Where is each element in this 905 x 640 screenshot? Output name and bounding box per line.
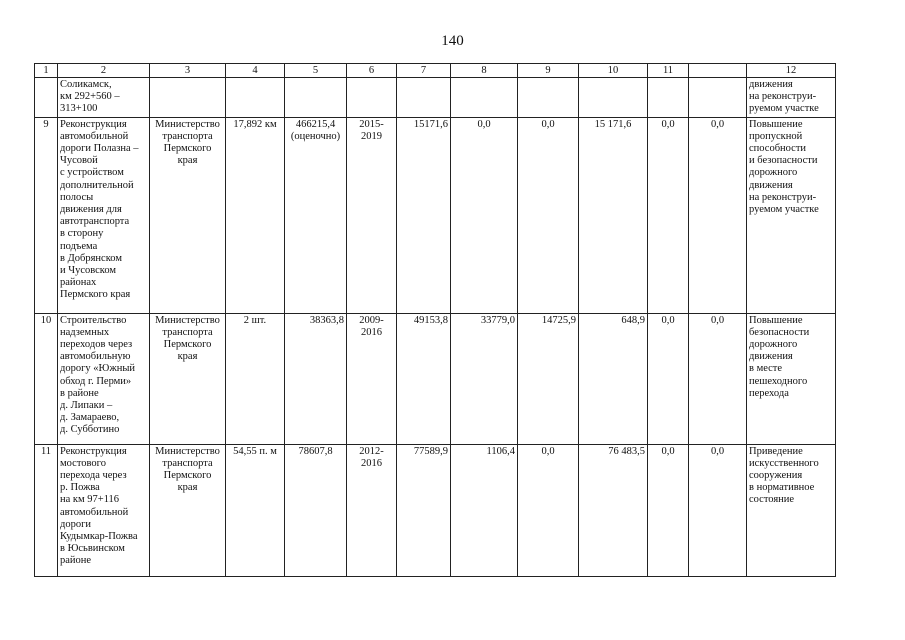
value-col9: 14725,9 (518, 313, 579, 444)
row-number: 11 (35, 444, 58, 576)
column-number: 5 (285, 64, 347, 78)
value-col12: 0,0 (689, 117, 747, 313)
column-number: 11 (648, 64, 689, 78)
value-col7: 77589,9 (397, 444, 451, 576)
project-name: Соликамск, км 292+560 – 313+100 (58, 78, 150, 118)
column-number: 8 (451, 64, 518, 78)
value-col8 (451, 78, 518, 118)
estimated-cost: 38363,8 (285, 313, 347, 444)
column-number: 12 (747, 64, 836, 78)
column-number: 2 (58, 64, 150, 78)
expected-result: Повышение безопасности дорожного движения в месте пешеходного перехода (747, 313, 836, 444)
expected-result: движения на реконструи- руемом участке (747, 78, 836, 118)
row-number: 10 (35, 313, 58, 444)
capacity: 2 шт. (226, 313, 285, 444)
estimated-cost (285, 78, 347, 118)
column-number (689, 64, 747, 78)
value-col12: 0,0 (689, 313, 747, 444)
period: 2015- 2019 (347, 117, 397, 313)
capacity (226, 78, 285, 118)
column-number: 6 (347, 64, 397, 78)
period: 2009- 2016 (347, 313, 397, 444)
period (347, 78, 397, 118)
value-col11: 0,0 (648, 117, 689, 313)
table-row (35, 117, 836, 313)
project-name: Реконструкция мостового перехода через р. Пожва на км 97+116 автомобильной дороги Кудымкар-Пожва в Юсьвинском районе (58, 444, 150, 576)
value-col9: 0,0 (518, 444, 579, 576)
value-col7: 49153,8 (397, 313, 451, 444)
executor: Министерство транспорта Пермского края (150, 444, 226, 576)
value-col11: 0,0 (648, 313, 689, 444)
executor: Министерство транспорта Пермского края (150, 313, 226, 444)
estimated-cost: 466215,4 (оценочно) (285, 117, 347, 313)
page-number: 140 (441, 33, 464, 49)
investment-table (34, 63, 836, 577)
column-number: 3 (150, 64, 226, 78)
executor: Министерство транспорта Пермского края (150, 117, 226, 313)
value-col9 (518, 78, 579, 118)
value-col10: 648,9 (579, 313, 648, 444)
estimated-cost: 78607,8 (285, 444, 347, 576)
period: 2012- 2016 (347, 444, 397, 576)
value-col10: 15 171,6 (579, 117, 648, 313)
column-number: 1 (35, 64, 58, 78)
value-col9: 0,0 (518, 117, 579, 313)
column-number: 9 (518, 64, 579, 78)
value-col11 (648, 78, 689, 118)
table-row (35, 313, 836, 444)
value-col8: 33779,0 (451, 313, 518, 444)
capacity: 17,892 км (226, 117, 285, 313)
column-number-row (35, 64, 836, 78)
column-number: 10 (579, 64, 648, 78)
capacity: 54,55 п. м (226, 444, 285, 576)
value-col12 (689, 78, 747, 118)
executor (150, 78, 226, 118)
value-col11: 0,0 (648, 444, 689, 576)
value-col8: 0,0 (451, 117, 518, 313)
project-name: Реконструкция автомобильной дороги Полазна – Чусовой с устройством дополнительной полосы движения для автотранспорта в сторону подъема в Добрянском и Чусовском районах Пермского края (58, 117, 150, 313)
value-col7 (397, 78, 451, 118)
value-col12: 0,0 (689, 444, 747, 576)
table-row (35, 78, 836, 118)
column-number: 4 (226, 64, 285, 78)
row-number: 9 (35, 117, 58, 313)
expected-result: Приведение искусственного сооружения в нормативное состояние (747, 444, 836, 576)
value-col10: 76 483,5 (579, 444, 648, 576)
project-name: Строительство надземных переходов через автомобильную дорогу «Южный обход г. Перми» в районе д. Липаки – д. Замараево, д. Субботино (58, 313, 150, 444)
expected-result: Повышение пропускной способности и безопасности дорожного движения на реконструи- руемом участке (747, 117, 836, 313)
row-number (35, 78, 58, 118)
value-col7: 15171,6 (397, 117, 451, 313)
value-col8: 1106,4 (451, 444, 518, 576)
table-row (35, 444, 836, 576)
value-col10 (579, 78, 648, 118)
column-number: 7 (397, 64, 451, 78)
